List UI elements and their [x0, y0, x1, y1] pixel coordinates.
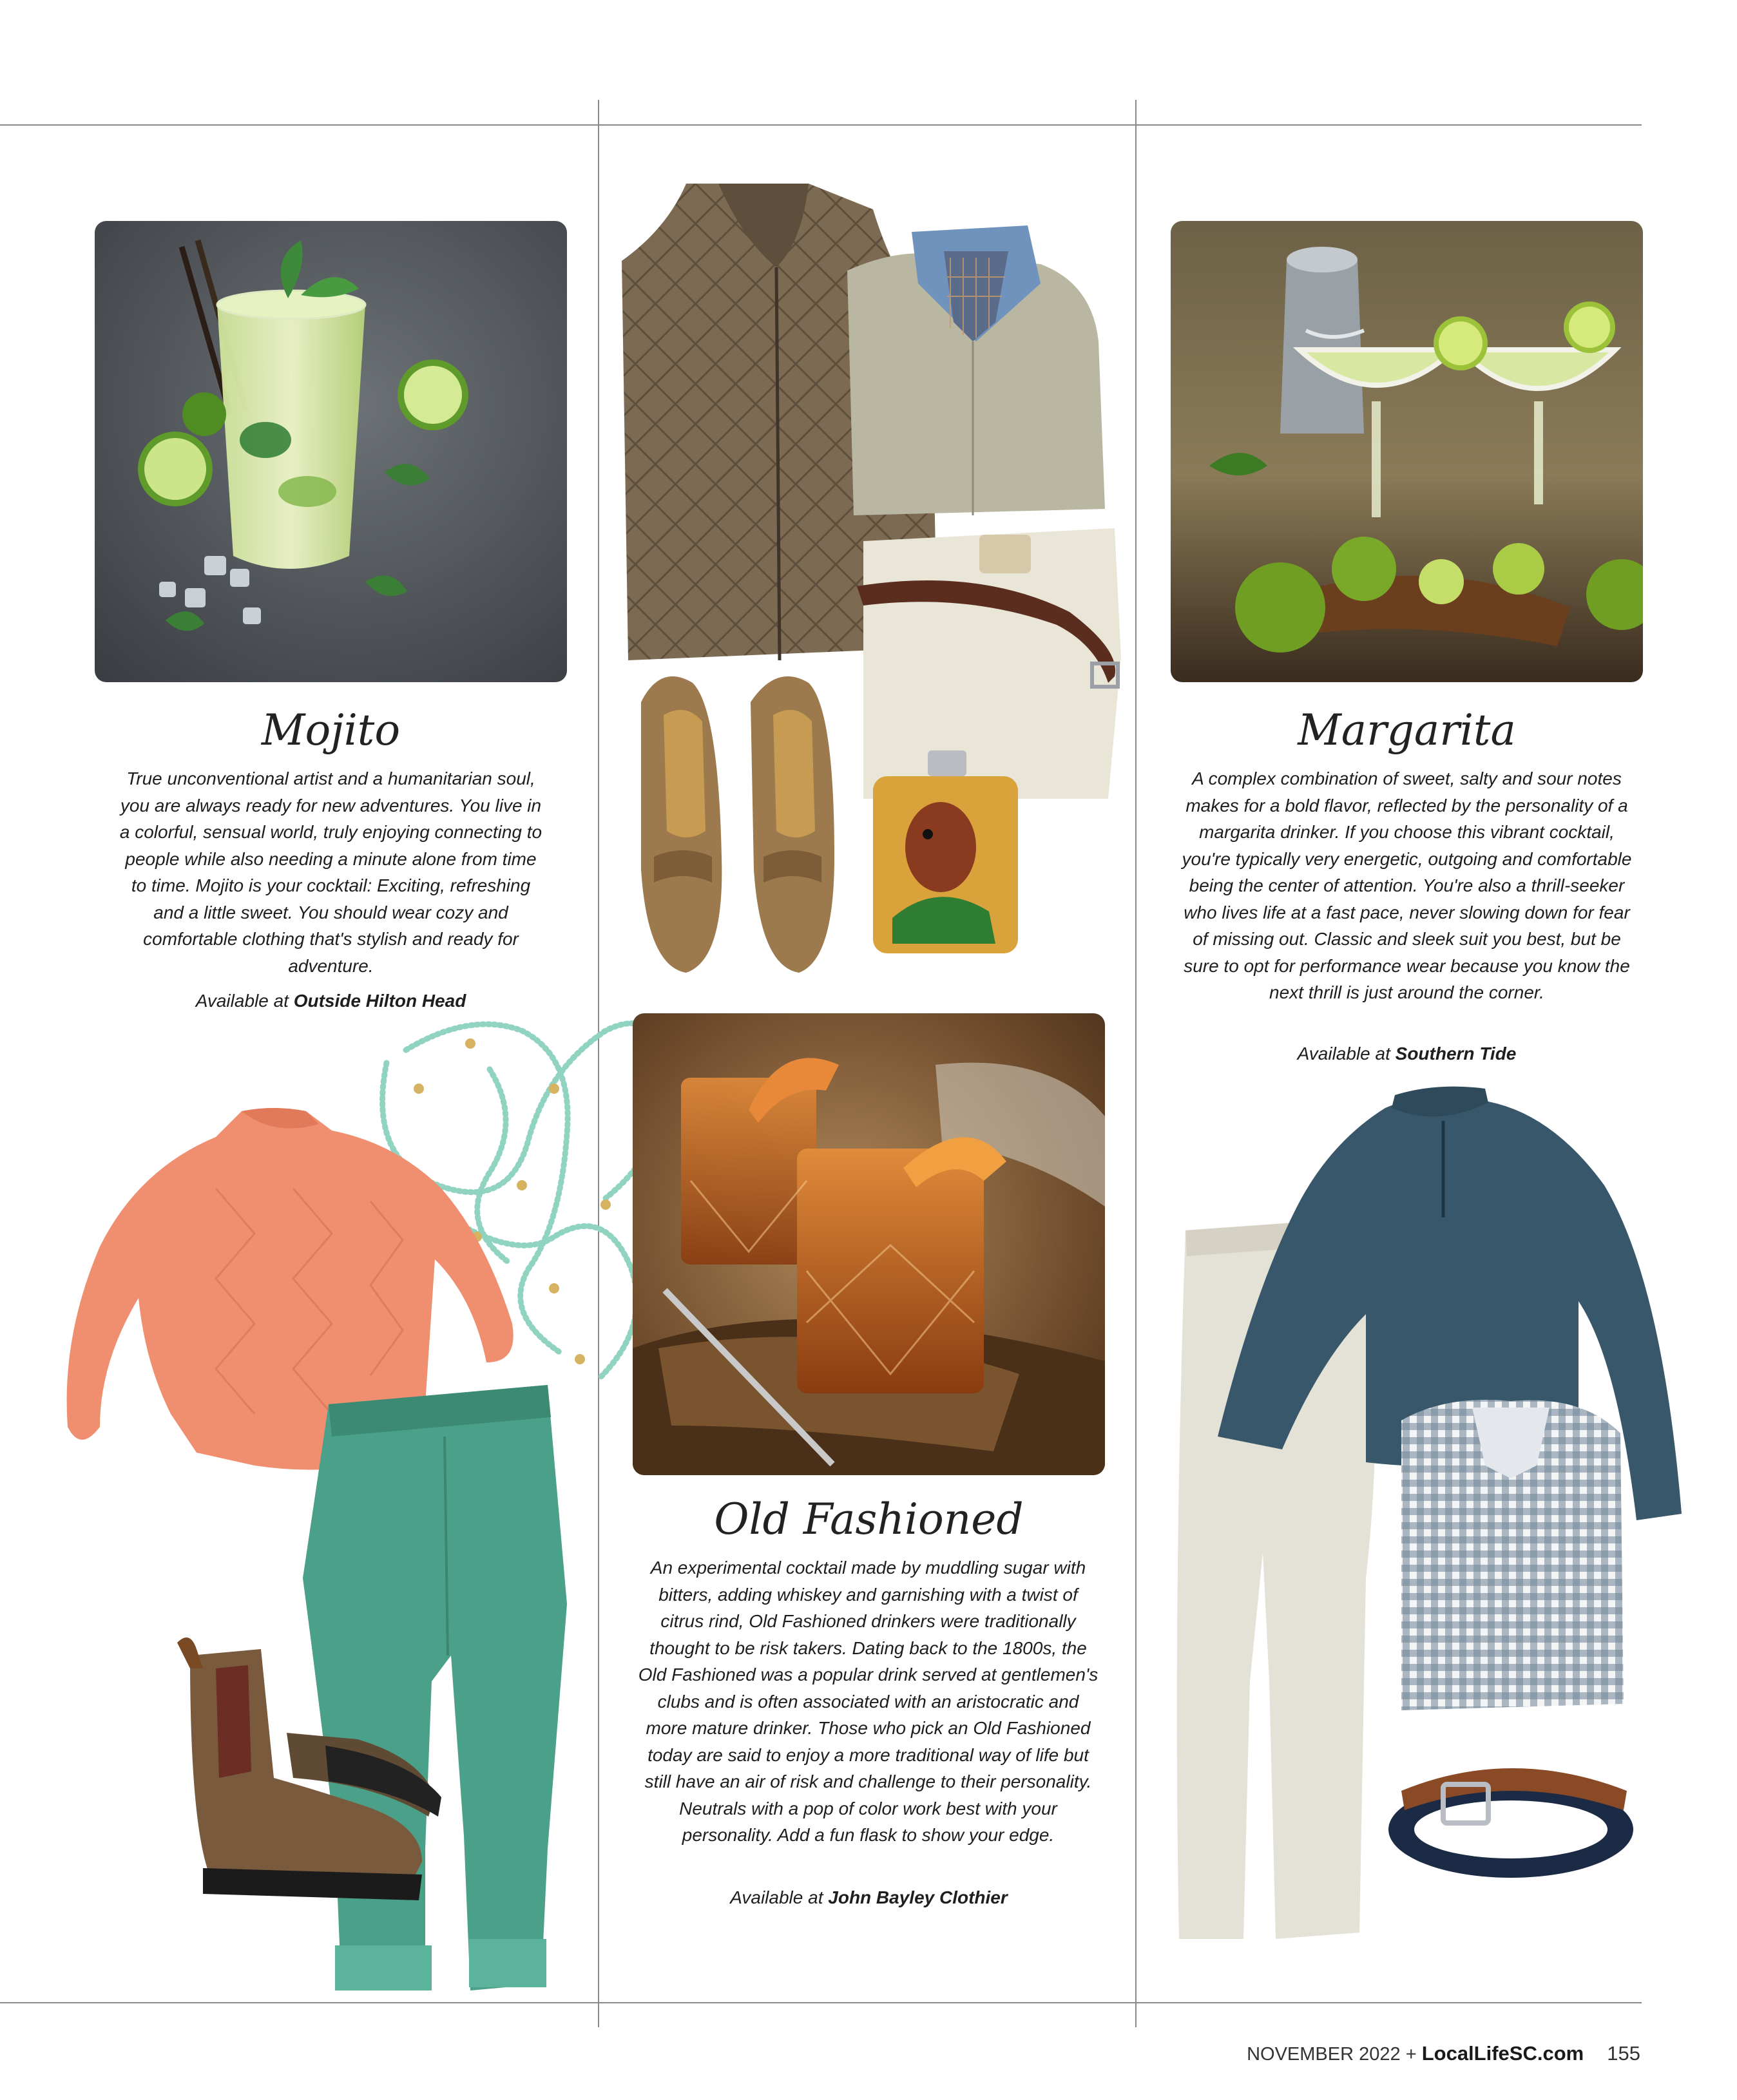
old-fashioned-title: Old Fashioned: [714, 1494, 1024, 1544]
old-fashioned-store: John Bayley Clothier: [828, 1887, 1008, 1907]
gingham-shirt-image: [1388, 1395, 1633, 1717]
page-number: 155: [1607, 2042, 1640, 2065]
needlepoint-flask-image: [867, 750, 1021, 957]
chelsea-boots-image: [164, 1630, 441, 1913]
availability-prefix: Available at: [1297, 1044, 1390, 1064]
margarita-store: Southern Tide: [1395, 1044, 1517, 1064]
margarita-body: A complex combination of sweet, salty and sour notes makes for a bold flavor, reflected by the personality of a margarita drinker. If you choose this vibrant cocktail, you're typically very energetic, outgoing and comfortable being the center of attention. You're also a thrill-seeker who lives life at a fast pace, never slowing down for fear of missing out. Classic and sleek suit you best, but be sure to opt for performance wear because you know the next thrill is just around the corner.: [1182, 768, 1632, 1002]
footer-site-link[interactable]: LocalLifeSC.com: [1421, 2042, 1584, 2065]
belt-image: [1382, 1733, 1640, 1887]
margarita-availability: [1171, 1044, 1643, 1064]
mojito-photo: [95, 221, 567, 682]
page-footer: [1247, 2042, 1640, 2065]
margarita-photo: [1171, 221, 1643, 682]
suede-loafers-image: [628, 663, 854, 979]
mojito-body: True unconventional artist and a humanitarian soul, you are always ready for new adventures. You live in a colorful, sensual world, truly enjoying connecting to people while also needing a minute alone from time to time. Mojito is your cocktail: Exciting, refreshing and a little sweet. You should wear cozy and comfortable clothing that's stylish and ready for adventure.: [119, 768, 542, 976]
availability-prefix: Available at: [195, 991, 289, 1011]
old-fashioned-body: An experimental cocktail made by muddling sugar with bitters, adding whiskey and garnishing with a twist of citrus rind, Old Fashioned drinkers were traditionally thought to be risk takers. Dating back to the 1800s, the Old Fashioned was a popular drink served at gentlemen's clubs and is often associated with an aristocratic and more mature drinker. Those who pick an Old Fashioned today are said to enjoy a more traditional way of life but still have an air of risk and challenge to their personality. Neutrals with a pop of color work best with your personality. Add a fun flask to show your edge.: [638, 1558, 1099, 1845]
column-divider-right: [1135, 100, 1137, 2027]
mojito-title: Mojito: [261, 705, 401, 755]
mojito-store: Outside Hilton Head: [293, 991, 466, 1011]
old-fashioned-photo: [633, 1013, 1105, 1475]
bottom-rule: [0, 2002, 1642, 2003]
old-fashioned-availability: [633, 1887, 1105, 1908]
footer-issue: NOVEMBER 2022 +: [1247, 2044, 1417, 2065]
top-rule: [0, 124, 1642, 126]
margarita-title: Margarita: [1298, 705, 1516, 755]
quarter-zip-shirt-image: [834, 213, 1105, 515]
availability-prefix: Available at: [730, 1887, 823, 1907]
